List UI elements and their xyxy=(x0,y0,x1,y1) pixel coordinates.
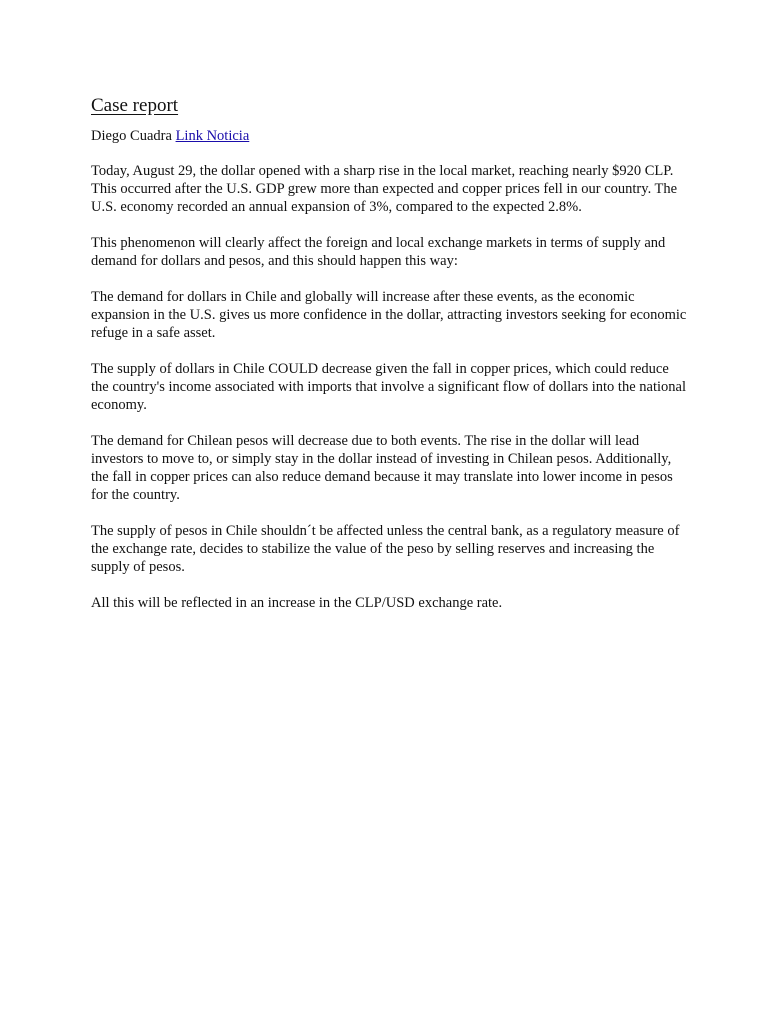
paragraph-3: The demand for dollars in Chile and globally will increase after these events, as the economic expansion in the U.S. gives us more confidence in the dollar, attracting investors seeking for economic refuge in a safe asset. xyxy=(91,289,687,341)
paragraph-6: The supply of pesos in Chile shouldn´t be affected unless the central bank, as a regulatory measure of the exchange rate, decides to stabilize the value of the peso by selling reserves and increasing the supply of pesos. xyxy=(91,523,680,575)
byline xyxy=(91,127,687,145)
paragraph-5: The demand for Chilean pesos will decrease due to both events. The rise in the dollar will lead investors to move to, or simply stay in the dollar instead of investing in Chilean pesos. Additionally, the fall in copper prices can also reduce demand because it may translate into lower income in pesos for the country. xyxy=(91,433,673,503)
news-link[interactable]: Link Noticia xyxy=(175,128,250,144)
paragraph-7: All this will be reflected in an increase in the CLP/USD exchange rate. xyxy=(91,595,503,611)
document-page xyxy=(91,94,687,630)
author-name: Diego Cuadra xyxy=(91,128,172,144)
document-title: Case report xyxy=(91,95,179,116)
paragraph-4: The supply of dollars in Chile COULD decrease given the fall in copper prices, which could reduce the country's income associated with imports that involve a significant flow of dollars into the national economy. xyxy=(91,361,686,413)
paragraph-2: This phenomenon will clearly affect the foreign and local exchange markets in terms of supply and demand for dollars and pesos, and this should happen this way: xyxy=(91,235,666,269)
paragraph-1: Today, August 29, the dollar opened with a sharp rise in the local market, reaching nearly $920 CLP. This occurred after the U.S. GDP grew more than expected and copper prices fell in our country. The U.S. economy recorded an annual expansion of 3%, compared to the expected 2.8%. xyxy=(91,163,678,215)
